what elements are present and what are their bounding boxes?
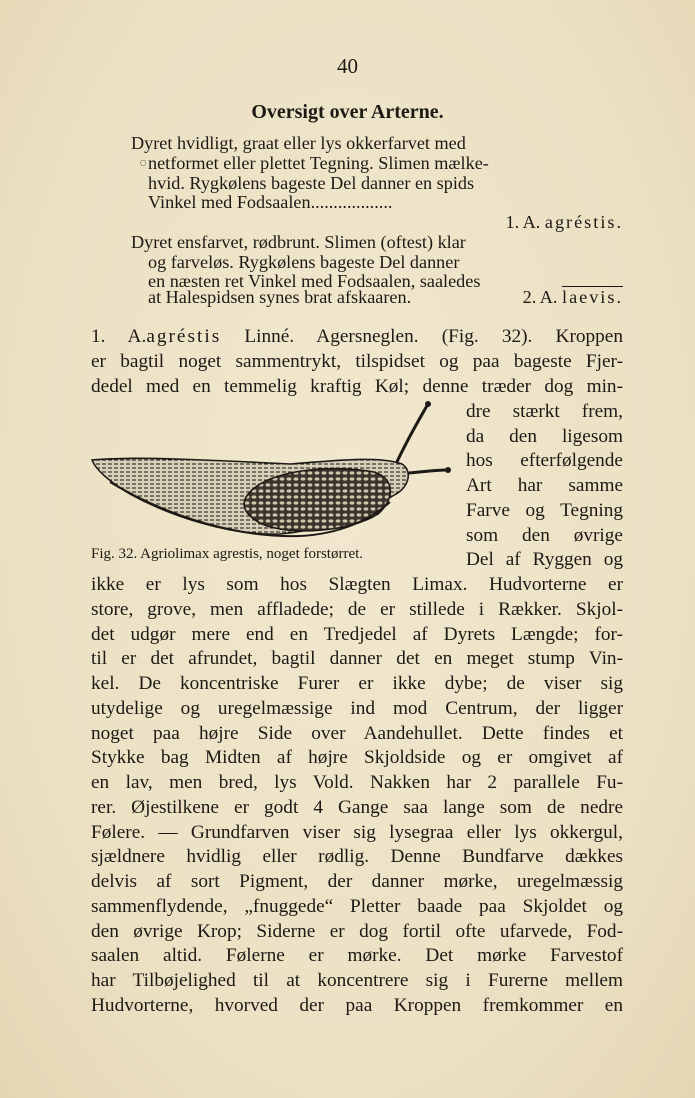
wrap-line: Farve og Tegning — [466, 500, 623, 521]
body-line: store, grove, men affladede; de er stillede i Rækker. Skjol- — [91, 598, 623, 620]
key-result-b-num: 2. A. — [522, 287, 558, 307]
body-line: er bagtil noget sammentrykt, tilspidset og paa bageste Fjer- — [91, 351, 623, 372]
species-title-rest: Linné. Agersneglen. (Fig. 32). Kroppen — [244, 326, 623, 347]
slug-illustration — [90, 398, 460, 548]
body-line: utydelige og uregelmæssige ind mod Centrum, der ligger — [91, 697, 623, 719]
body-line: Stykke bag Midten af højre Skjoldside og er omgivet af — [91, 747, 623, 769]
body-line: Hudvorterne, hvorved der paa Kroppen fremkommer en — [91, 994, 623, 1016]
body-line: saalen altid. Følerne er mørke. Det mørke Farvestof — [91, 945, 623, 967]
body-line: har Tilbøjelighed til at koncentrere sig i Furerne mellem — [91, 970, 623, 991]
pencil-mark-icon: ○ — [139, 156, 148, 171]
body-line: det udgør mere end en Tredjedel af Dyrets Længde; for- — [91, 623, 623, 645]
body-line: den øvrige Krop; Siderne er dog fortil ofte ufarvede, Fod- — [91, 920, 623, 942]
species-title-line — [91, 326, 623, 348]
key-line-a3: hvid. Rygkølens bageste Del danner en spids — [148, 173, 475, 193]
wrap-line: som den øvrige — [466, 525, 623, 546]
wrap-line: hos efterfølgende — [466, 450, 623, 471]
body-line: noget paa højre Side over Aandehullet. Dette findes et — [91, 722, 623, 744]
body-line: til er det afrundet, bagtil danner det en meget stump Vin- — [91, 648, 623, 670]
section-heading: Oversigt over Arterne. — [251, 101, 444, 123]
key-result-b — [523, 287, 623, 307]
body-line: delvis af sort Pigment, der danner mørke, uregelmæssig — [91, 871, 623, 892]
key-line-b2: og farveløs. Rygkølens bageste Del danner — [148, 252, 460, 272]
key-line-a1: Dyret hvidligt, graat eller lys okkerfarvet med — [131, 133, 466, 153]
wrap-line: Del af Ryggen og — [466, 549, 623, 570]
key-line-b3: en næsten ret Vinkel med Fodsaalen, saaledes — [148, 271, 481, 291]
body-line: sjældnere hvidlig eller rødlig. Denne Bundfarve dækkes — [91, 846, 623, 868]
key-result-a-num: 1. A. — [505, 212, 541, 232]
key-line-a4-text: Vinkel med Fodsaalen — [148, 192, 311, 212]
body-line: en lav, men bred, lys Vold. Nakken har 2 parallele Fu- — [91, 772, 623, 793]
wrap-line: Art har samme — [466, 475, 623, 496]
wrap-line: dre stærkt frem, — [466, 401, 623, 422]
key-line-b4 — [148, 287, 623, 307]
key-line-a4 — [148, 192, 648, 212]
key-result-a-name: agréstis. — [544, 212, 623, 232]
body-line: rer. Øjestilkene er godt 4 Gange saa lange som de nedre — [91, 796, 623, 818]
page-number: 40 — [337, 54, 358, 78]
leader-dots: .................. — [310, 192, 393, 212]
body-line: ikke er lys som hos Slægten Limax. Hudvorterne er — [91, 574, 623, 595]
body-line: kel. De koncentriske Furer er ikke dybe; de viser sig — [91, 673, 623, 694]
body-line: Følere. — Grundfarven viser sig lysegraa eller lys okkergul, — [91, 821, 623, 843]
body-line: dedel med en temmelig kraftig Køl; denne træder dog min- — [91, 376, 623, 397]
species-name: agréstis — [146, 326, 222, 347]
key-result-a — [131, 212, 623, 233]
key-line-a2: netformet eller plettet Tegning. Slimen mælke- — [148, 153, 489, 173]
key-line-b1: Dyret ensfarvet, rødbrunt. Slimen (oftest) klar — [131, 232, 466, 252]
key-result-b-name: laevis. — [562, 287, 623, 307]
figure-caption: Fig. 32. Agriolimax agrestis, noget forstørret. — [91, 546, 364, 562]
key-line-b4-text: at Halespidsen synes brat afskaaren. — [148, 287, 412, 307]
wrap-line: da den ligesom — [466, 426, 623, 447]
body-line: sammenflydende, „fnuggede“ Pletter baade paa Skjoldet og — [91, 895, 623, 917]
species-number: 1. A. — [91, 326, 147, 347]
